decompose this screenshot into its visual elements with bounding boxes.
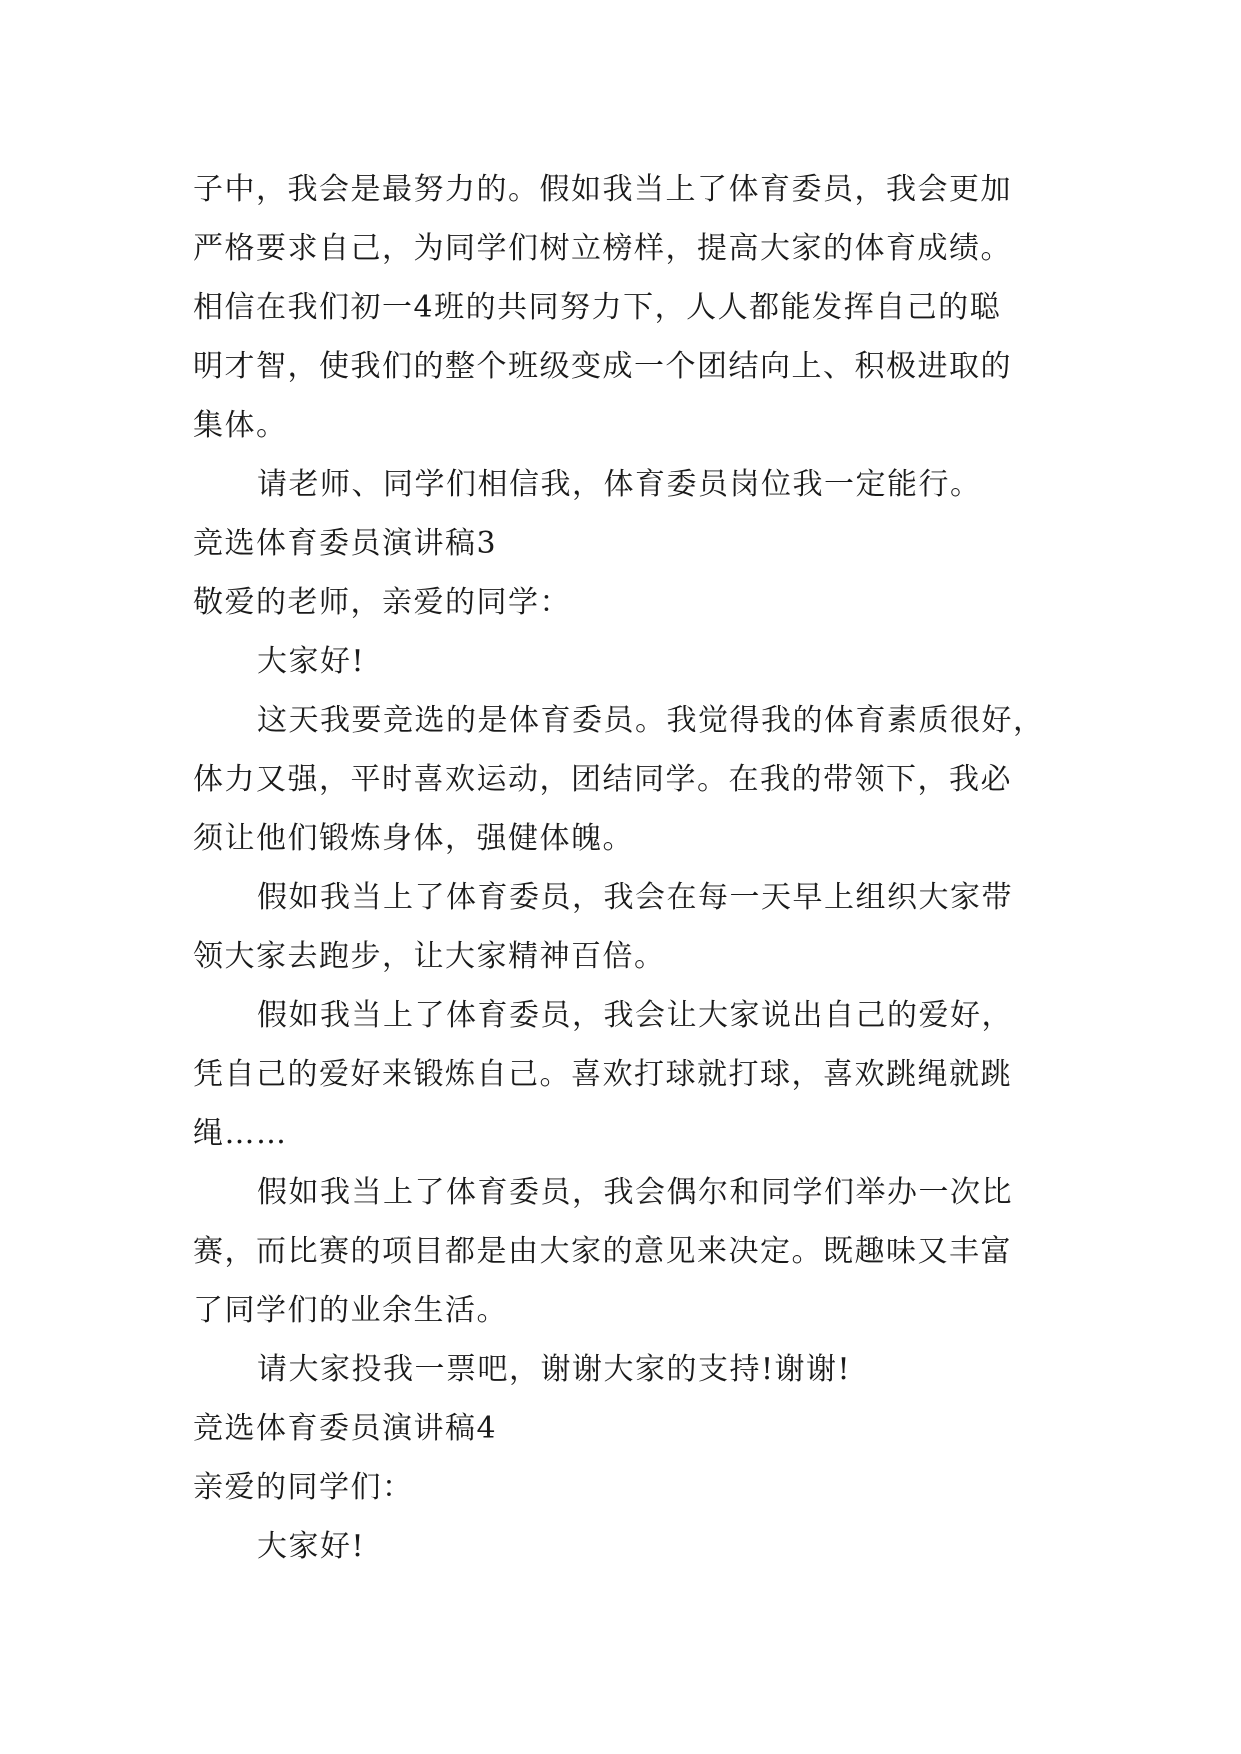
text-line: 了同学们的业余生活。: [193, 1293, 508, 1328]
text-line: 赛，而比赛的项目都是由大家的意见来决定。既趣味又丰富: [193, 1234, 1012, 1269]
text-line: 须让他们锻炼身体，强健体魄。: [193, 821, 634, 856]
text-line: 集体。: [193, 408, 288, 443]
salutation: 敬爱的老师，亲爱的同学：: [193, 585, 571, 620]
paragraph-line: 请大家投我一票吧，谢谢大家的支持!谢谢!: [257, 1352, 852, 1387]
paragraph-line: 假如我当上了体育委员，我会让大家说出自己的爱好，: [257, 998, 1013, 1033]
salutation: 亲爱的同学们：: [193, 1470, 414, 1505]
text-line: 严格要求自己，为同学们树立榜样，提高大家的体育成绩。: [193, 231, 1012, 266]
text-line: 子中，我会是最努力的。假如我当上了体育委员，我会更加: [193, 172, 1012, 207]
text-line: 相信在我们初一4班的共同努力下，人人都能发挥自己的聪: [193, 290, 1002, 325]
paragraph-line: 请老师、同学们相信我，体育委员岗位我一定能行。: [257, 467, 982, 502]
text-line: 凭自己的爱好来锻炼自己。喜欢打球就打球，喜欢跳绳就跳: [193, 1057, 1012, 1092]
text-line: 绳……: [193, 1116, 288, 1151]
paragraph-line: 假如我当上了体育委员，我会在每一天早上组织大家带: [257, 880, 1013, 915]
text-line: 体力又强，平时喜欢运动，团结同学。在我的带领下，我必: [193, 762, 1012, 797]
greeting: 大家好!: [257, 1529, 366, 1564]
greeting: 大家好!: [257, 644, 366, 679]
document-body: [193, 160, 1073, 1576]
paragraph-line: 这天我要竞选的是体育委员。我觉得我的体育素质很好，: [257, 703, 1045, 738]
section-heading: 竞选体育委员演讲稿3: [193, 526, 498, 561]
section-heading: 竞选体育委员演讲稿4: [193, 1411, 498, 1446]
paragraph-line: 假如我当上了体育委员，我会偶尔和同学们举办一次比: [257, 1175, 1013, 1210]
text-line: 明才智，使我们的整个班级变成一个团结向上、积极进取的: [193, 349, 1012, 384]
text-line: 领大家去跑步，让大家精神百倍。: [193, 939, 666, 974]
